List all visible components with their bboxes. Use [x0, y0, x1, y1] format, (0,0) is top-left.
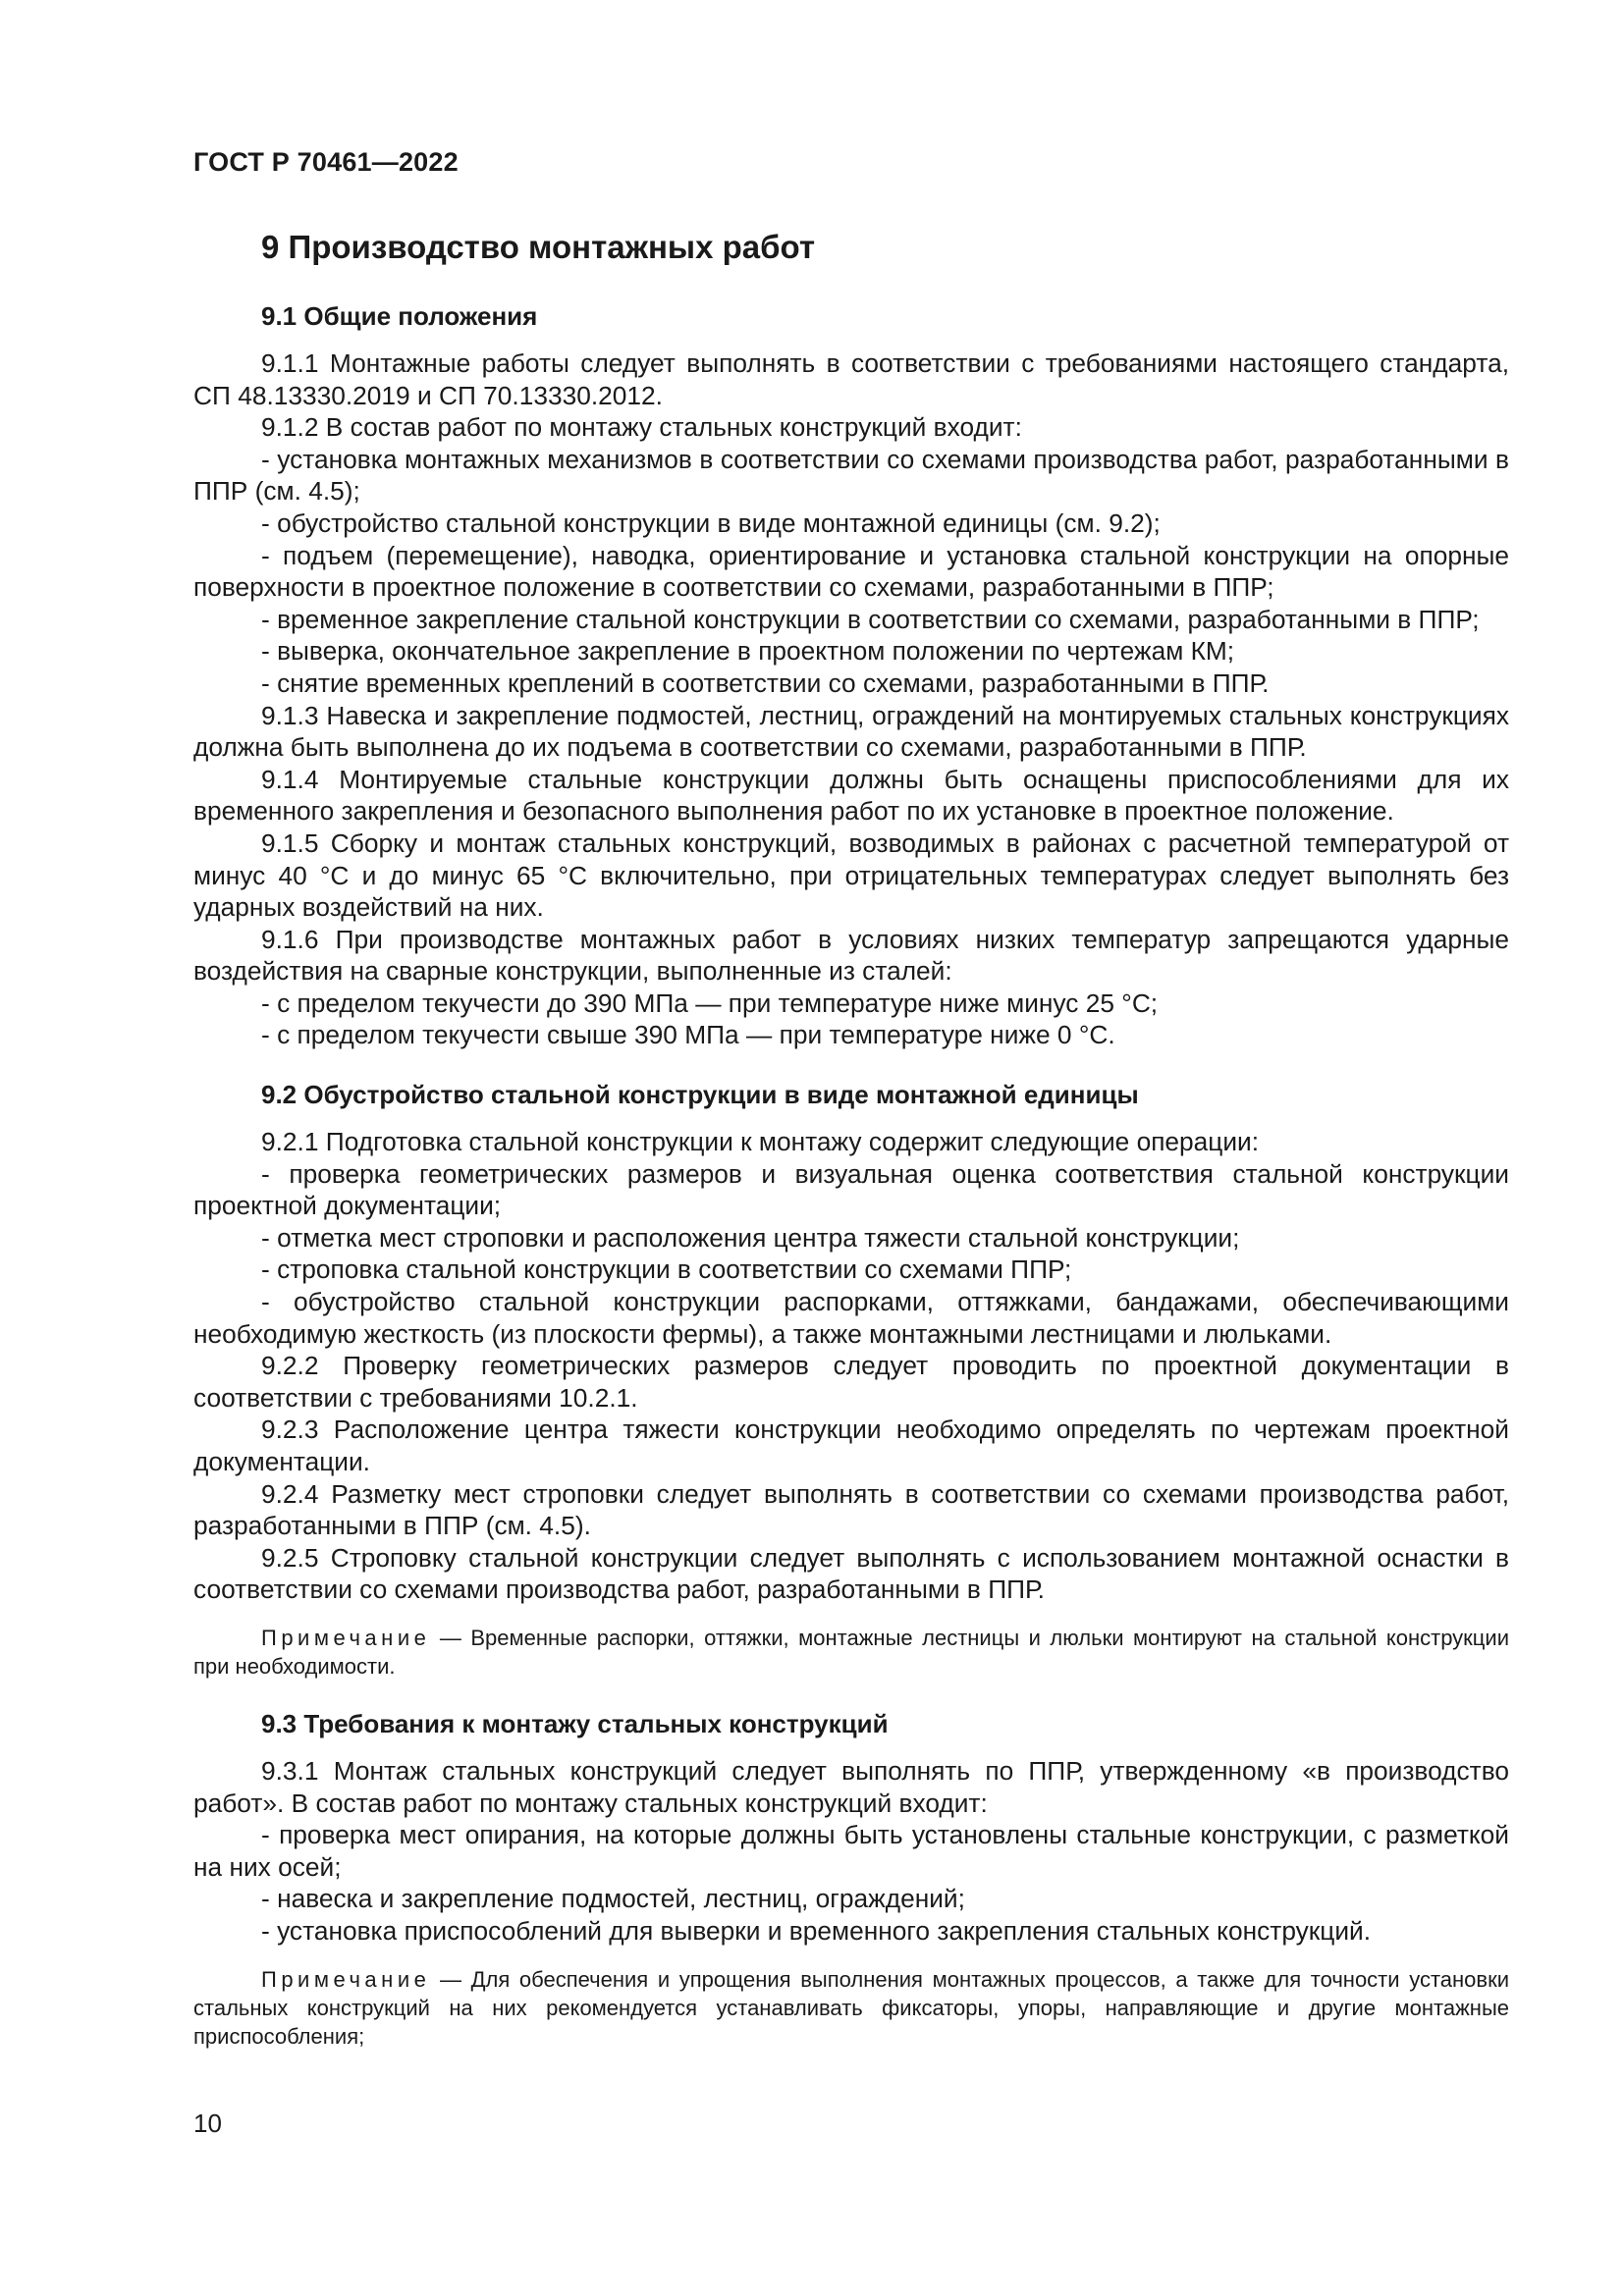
subsection-body-9-1 — [193, 347, 1509, 1051]
paragraph: 9.2.3 Расположение центра тяжести конструкции необходимо определять по чертежам проектной документации. — [193, 1415, 1509, 1476]
list-item: - установка приспособлений для выверки и временного закрепления стальных конструкций. — [261, 1915, 1372, 1946]
paragraph: 9.2.5 Строповку стальной конструкции следует выполнять с использованием монтажной оснастки в соответствии со схемами производства работ, разработанными в ППР. — [193, 1542, 1509, 1605]
note-text: — Временные распорки, оттяжки, монтажные лестницы и люльки монтируют на стальной конструкции при необходимости. — [193, 1625, 1509, 1679]
list-item: - снятие временных креплений в соответствии со схемами, разработанными в ППР. — [261, 667, 1270, 698]
paragraph: 9.1.2 В состав работ по монтажу стальных конструкций входит: — [261, 412, 1022, 443]
paragraph: 9.3.1 Монтаж стальных конструкций следует выполнять по ППР, утвержденному «в производство работ». В состав работ по монтажу стальных конструкций входит: — [193, 1755, 1509, 1818]
list-item: - проверка геометрических размеров и визуальная оценка соответствия стальной конструкции проектной документации; — [193, 1158, 1509, 1221]
list-item: - отметка мест строповки и расположения центра тяжести стальной конструкции; — [261, 1222, 1240, 1253]
note-9-2 — [193, 1624, 1509, 1681]
paragraph: 9.1.6 При производстве монтажных работ в условиях низких температур запрещаются ударные воздействия на сварные конструкции, выполненные из сталей: — [193, 924, 1509, 987]
paragraph: 9.1.5 Сборку и монтаж стальных конструкций, возводимых в районах с расчетной температурой от минус 40 °С и до минус 65 °С включительно, при отрицательных температурах следует выполнять без ударных воздействий на них. — [193, 828, 1509, 923]
paragraph: 9.1.4 Монтируемые стальные конструкции должны быть оснащены приспособлениями для их временного закрепления и безопасного выполнения работ по их установке в проектное положение. — [193, 764, 1509, 827]
list-item: - выверка, окончательное закрепление в проектном положении по чертежам КМ; — [261, 636, 1235, 667]
document-code: ГОСТ Р 70461—2022 — [193, 147, 459, 177]
paragraph: 9.2.4 Разметку мест строповки следует выполнять в соответствии со схемами производства работ, разработанными в ППР (см. 4.5). — [193, 1478, 1509, 1541]
list-item: - навеска и закрепление подмостей, лестниц, ограждений; — [261, 1884, 965, 1914]
subsection-body-9-3 — [193, 1755, 1509, 2051]
list-item: - с пределом текучести свыше 390 МПа — при температуре ниже 0 °С. — [261, 1020, 1115, 1050]
list-item: - подъем (перемещение), наводка, ориентирование и установка стальной конструкции на опорные поверхности в проектное положение в соответствии со схемами, разработанными в ППР; — [193, 540, 1509, 603]
list-item: - проверка мест опирания, на которые должны быть установлены стальные конструкции, с разметкой на них осей; — [193, 1820, 1509, 1882]
list-item: - строповка стальной конструкции в соответствии со схемами ППР; — [261, 1255, 1072, 1285]
note-text: — Для обеспечения и упрощения выполнения монтажных процессов, а также для точности установки стальных конструкций на них рекомендуется устанавливать фиксаторы, упоры, направляющие и другие монтажные приспособления; — [193, 1966, 1509, 2049]
page-number: 10 — [193, 2109, 222, 2138]
paragraph: 9.2.2 Проверку геометрических размеров следует проводить по проектной документации в соответствии с требованиями 10.2.1. — [193, 1351, 1509, 1413]
list-item: - с пределом текучести до 390 МПа — при температуре ниже минус 25 °С; — [261, 988, 1159, 1018]
paragraph: 9.1.3 Навеска и закрепление подмостей, лестниц, ограждений на монтируемых стальных конструкциях должна быть выполнена до их подъема в соответствии со схемами, разработанными в ППР. — [193, 700, 1509, 763]
list-item: - временное закрепление стальной конструкции в соответствии со схемами, разработанными в ППР; — [261, 604, 1480, 634]
note-label: Примечание — [261, 1966, 431, 1992]
list-item: - обустройство стальной конструкции распорками, оттяжками, бандажами, обеспечивающими необходимую жесткость (из плоскости фермы), а также монтажными лестницами и люльками. — [193, 1287, 1509, 1349]
subsection-title-9-2: 9.2 Обустройство стальной конструкции в виде монтажной единицы — [261, 1080, 1139, 1110]
note-label: Примечание — [261, 1625, 431, 1650]
paragraph: 9.1.1 Монтажные работы следует выполнять в соответствии с требованиями настоящего стандарта, СП 48.13330.2019 и СП 70.13330.2012. — [193, 348, 1509, 410]
paragraph: 9.2.1 Подготовка стальной конструкции к монтажу содержит следующие операции: — [261, 1127, 1260, 1157]
subsection-title-9-1: 9.1 Общие положения — [261, 301, 538, 331]
section-title: 9 Производство монтажных работ — [261, 229, 816, 265]
subsection-title-9-3: 9.3 Требования к монтажу стальных конструкций — [261, 1708, 889, 1738]
list-item: - установка монтажных механизмов в соответствии со схемами производства работ, разработанными в ППР (см. 4.5); — [193, 444, 1509, 507]
list-item: - обустройство стальной конструкции в виде монтажной единицы (см. 9.2); — [261, 507, 1161, 538]
note-9-3 — [193, 1965, 1509, 2051]
subsection-body-9-2 — [193, 1126, 1509, 1681]
document-body — [193, 224, 1509, 2076]
